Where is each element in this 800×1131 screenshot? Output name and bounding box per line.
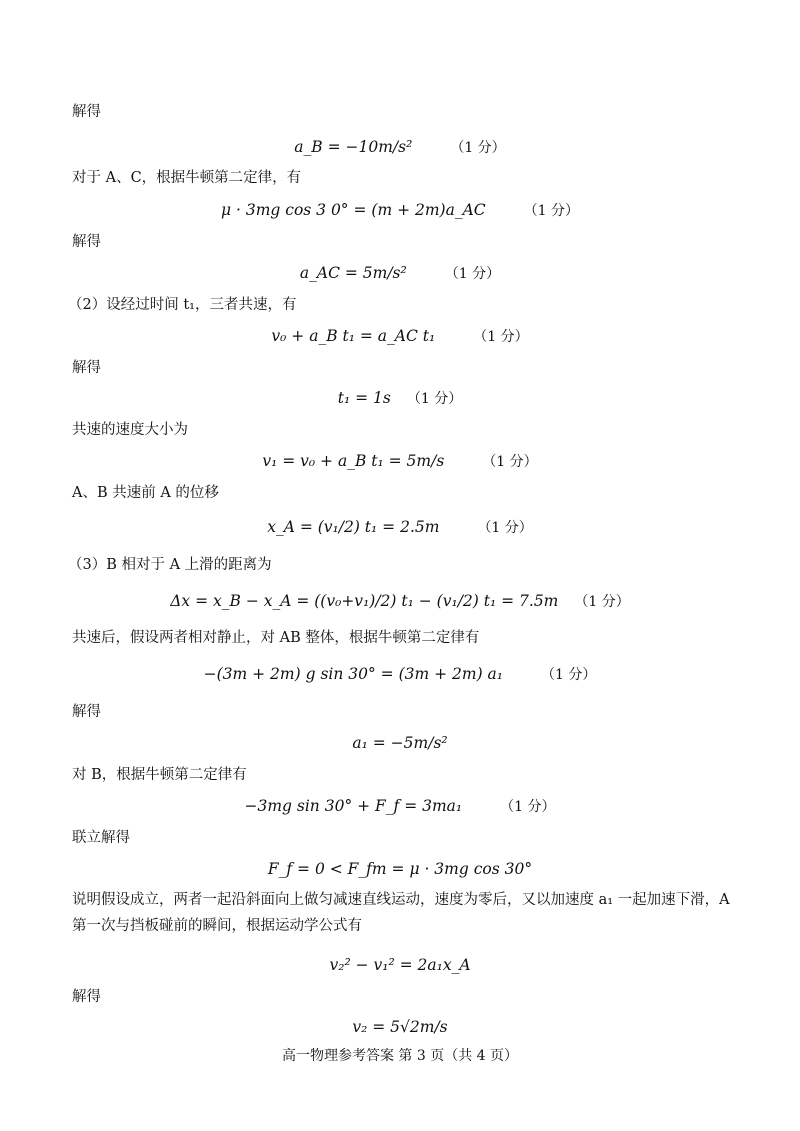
equation-row	[0, 796, 800, 817]
score-mark: （1 分）	[523, 203, 579, 219]
text-line: 解得	[72, 704, 101, 720]
equation-row	[0, 591, 800, 612]
text-line: 联立解得	[72, 830, 130, 846]
equation: a₁ = −5m/s²	[352, 734, 448, 752]
score-mark: （1 分）	[450, 140, 506, 156]
text-line: 解得	[72, 360, 101, 376]
text-line: 解得	[72, 989, 101, 1005]
equation: t₁ = 1s	[337, 389, 391, 407]
equation: v₂² − v₁² = 2a₁x_A	[329, 956, 471, 974]
page-footer: 高一物理参考答案 第 3 页（共 4 页）	[281, 1048, 519, 1064]
score-mark: （1 分）	[541, 667, 597, 683]
text-line: 解得	[72, 234, 101, 250]
text-line: A、B 共速前 A 的位移	[72, 485, 219, 501]
equation-row	[0, 263, 800, 284]
score-mark: （1 分）	[574, 594, 630, 610]
equation: v₀ + a_B t₁ = a_AC t₁	[271, 327, 436, 345]
equation: Δx = x_B − x_A = ((v₀+v₁)/2) t₁ − (v₁/2) t₁ = 7.5m	[170, 592, 559, 610]
equation: F_f = 0 < F_fm = μ · 3mg cos 30°	[267, 860, 533, 878]
score-mark: （1 分）	[473, 329, 529, 345]
equation-row	[0, 326, 800, 347]
text-line: 共速后，假设两者相对静止，对 AB 整体，根据牛顿第二定律有	[72, 630, 480, 646]
equation: a_AC = 5m/s²	[299, 264, 407, 282]
equation: x_A = (v₁/2) t₁ = 2.5m	[267, 518, 440, 536]
equation-row	[0, 664, 800, 685]
text-line: （2）设经过时间 t₁，三者共速，有	[68, 297, 297, 313]
score-mark: （1 分）	[406, 391, 463, 407]
text-line: 共速的速度大小为	[72, 422, 188, 438]
text-line: 对 B，根据牛顿第二定律有	[72, 767, 247, 783]
equation-row	[0, 955, 800, 975]
text-line: （3）B 相对于 A 上滑的距离为	[68, 557, 272, 573]
equation-row	[0, 859, 800, 879]
equation-row	[0, 517, 800, 538]
equation-row	[0, 1017, 800, 1037]
score-mark: （1 分）	[482, 454, 538, 470]
equation: −(3m + 2m) g sin 30° = (3m + 2m) a₁	[203, 665, 504, 683]
score-mark: （1 分）	[500, 799, 556, 815]
equation: v₂ = 5√2m/s	[352, 1018, 448, 1036]
score-mark: （1 分）	[444, 266, 501, 282]
score-mark: （1 分）	[477, 520, 533, 536]
text-line: 解得	[72, 104, 101, 120]
text-line: 对于 A、C，根据牛顿第二定律，有	[72, 170, 302, 186]
equation: a_B = −10m/s²	[294, 138, 413, 156]
equation-row	[0, 733, 800, 753]
equation: v₁ = v₀ + a_B t₁ = 5m/s	[262, 452, 445, 470]
equation-row	[0, 137, 800, 158]
equation-row	[0, 451, 800, 472]
equation: μ · 3mg cos 3 0° = (m + 2m)a_AC	[221, 201, 486, 219]
text-paragraph: 说明假设成立，两者一起沿斜面向上做匀减速直线运动，速度为零后，又以加速度 a₁ 一起加速下滑，A 第一次与挡板碰前的瞬间，根据运动学公式有	[72, 892, 730, 934]
equation: −3mg sin 30° + F_f = 3ma₁	[244, 797, 463, 815]
equation-row	[0, 200, 800, 221]
equation-row	[0, 388, 800, 409]
